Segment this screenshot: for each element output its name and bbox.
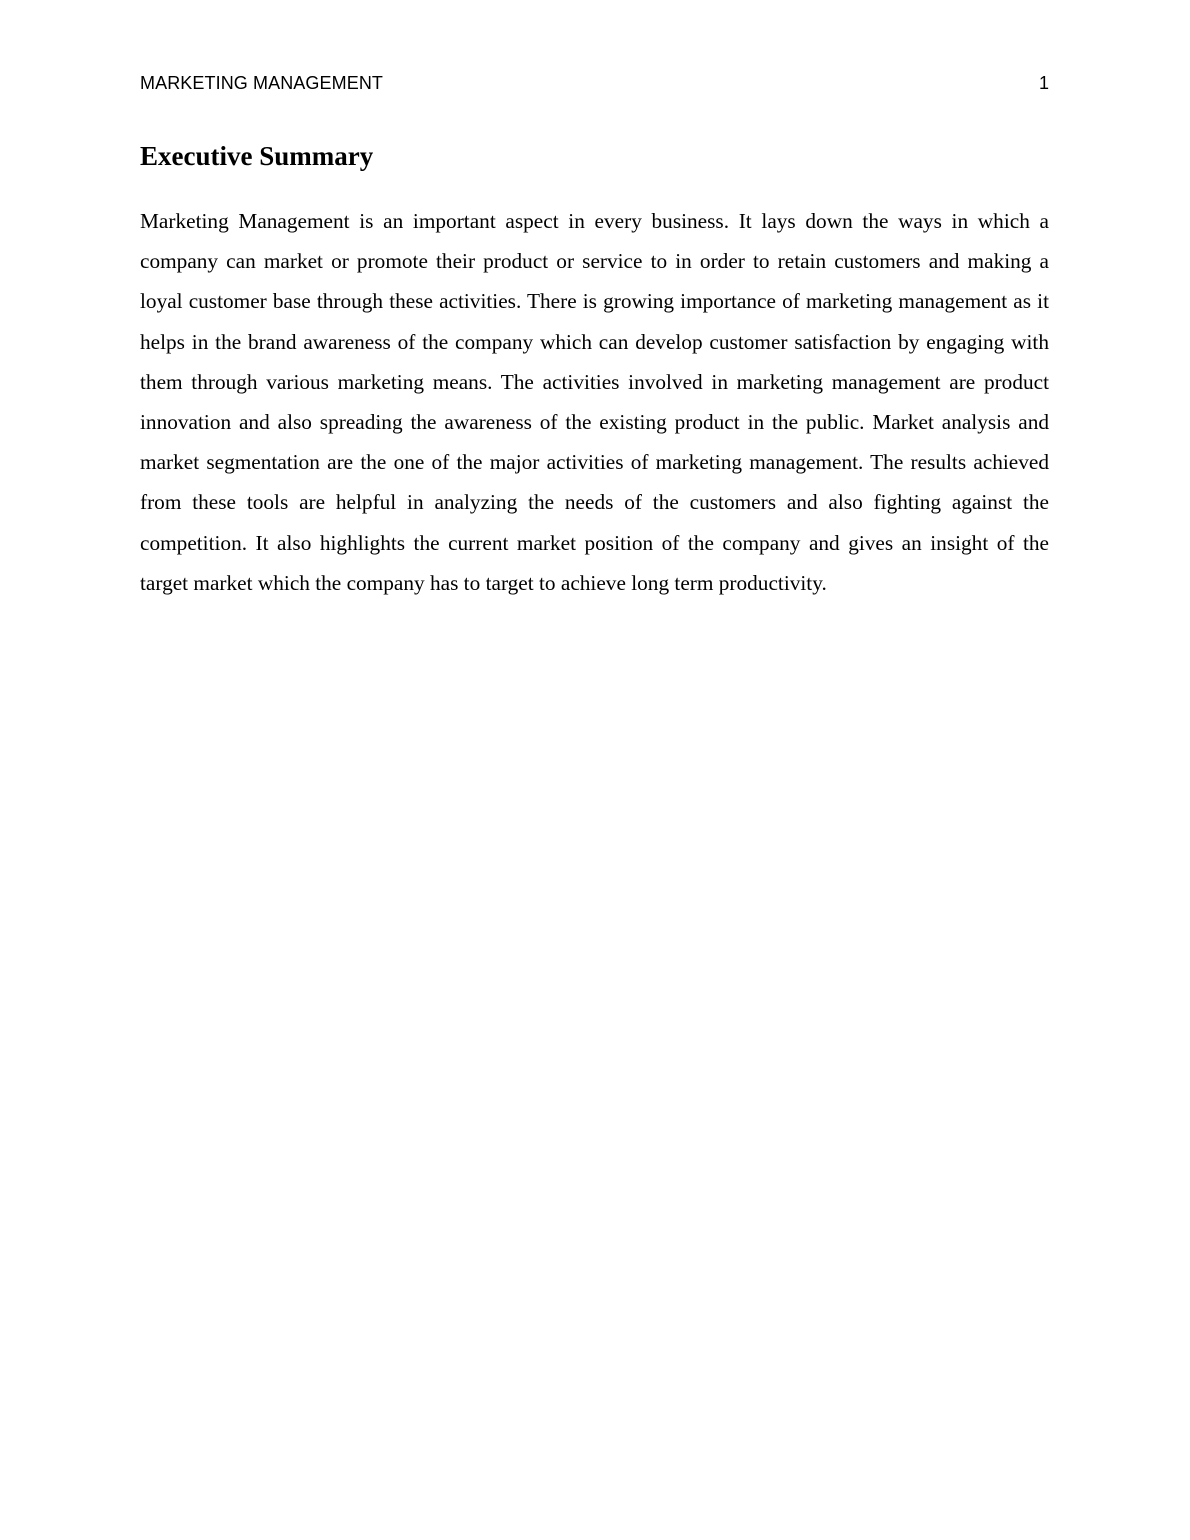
running-head: MARKETING MANAGEMENT <box>140 73 384 93</box>
page-number: 1 <box>1038 73 1049 93</box>
section-heading: Executive Summary <box>140 141 374 171</box>
body-paragraph: Marketing Management is an important aspect in every business. It lays down the ways in which a company can market or promote their product or service to in order to retain customers and making a loyal customer base through these activities. There is growing importance of marketing management as it helps in the brand awareness of the company which can develop customer satisfaction by engaging with them through various marketing means. The activities involved in marketing management are product innovation and also spreading the awareness of the existing product in the public. Market analysis and market segmentation are the one of the major activities of marketing management. The results achieved from these tools are helpful in analyzing the needs of the customers and also fighting against the competition. It also highlights the current market position of the company and gives an insight of the target market which the company has to target to achieve long term productivity. <box>140 209 1049 595</box>
